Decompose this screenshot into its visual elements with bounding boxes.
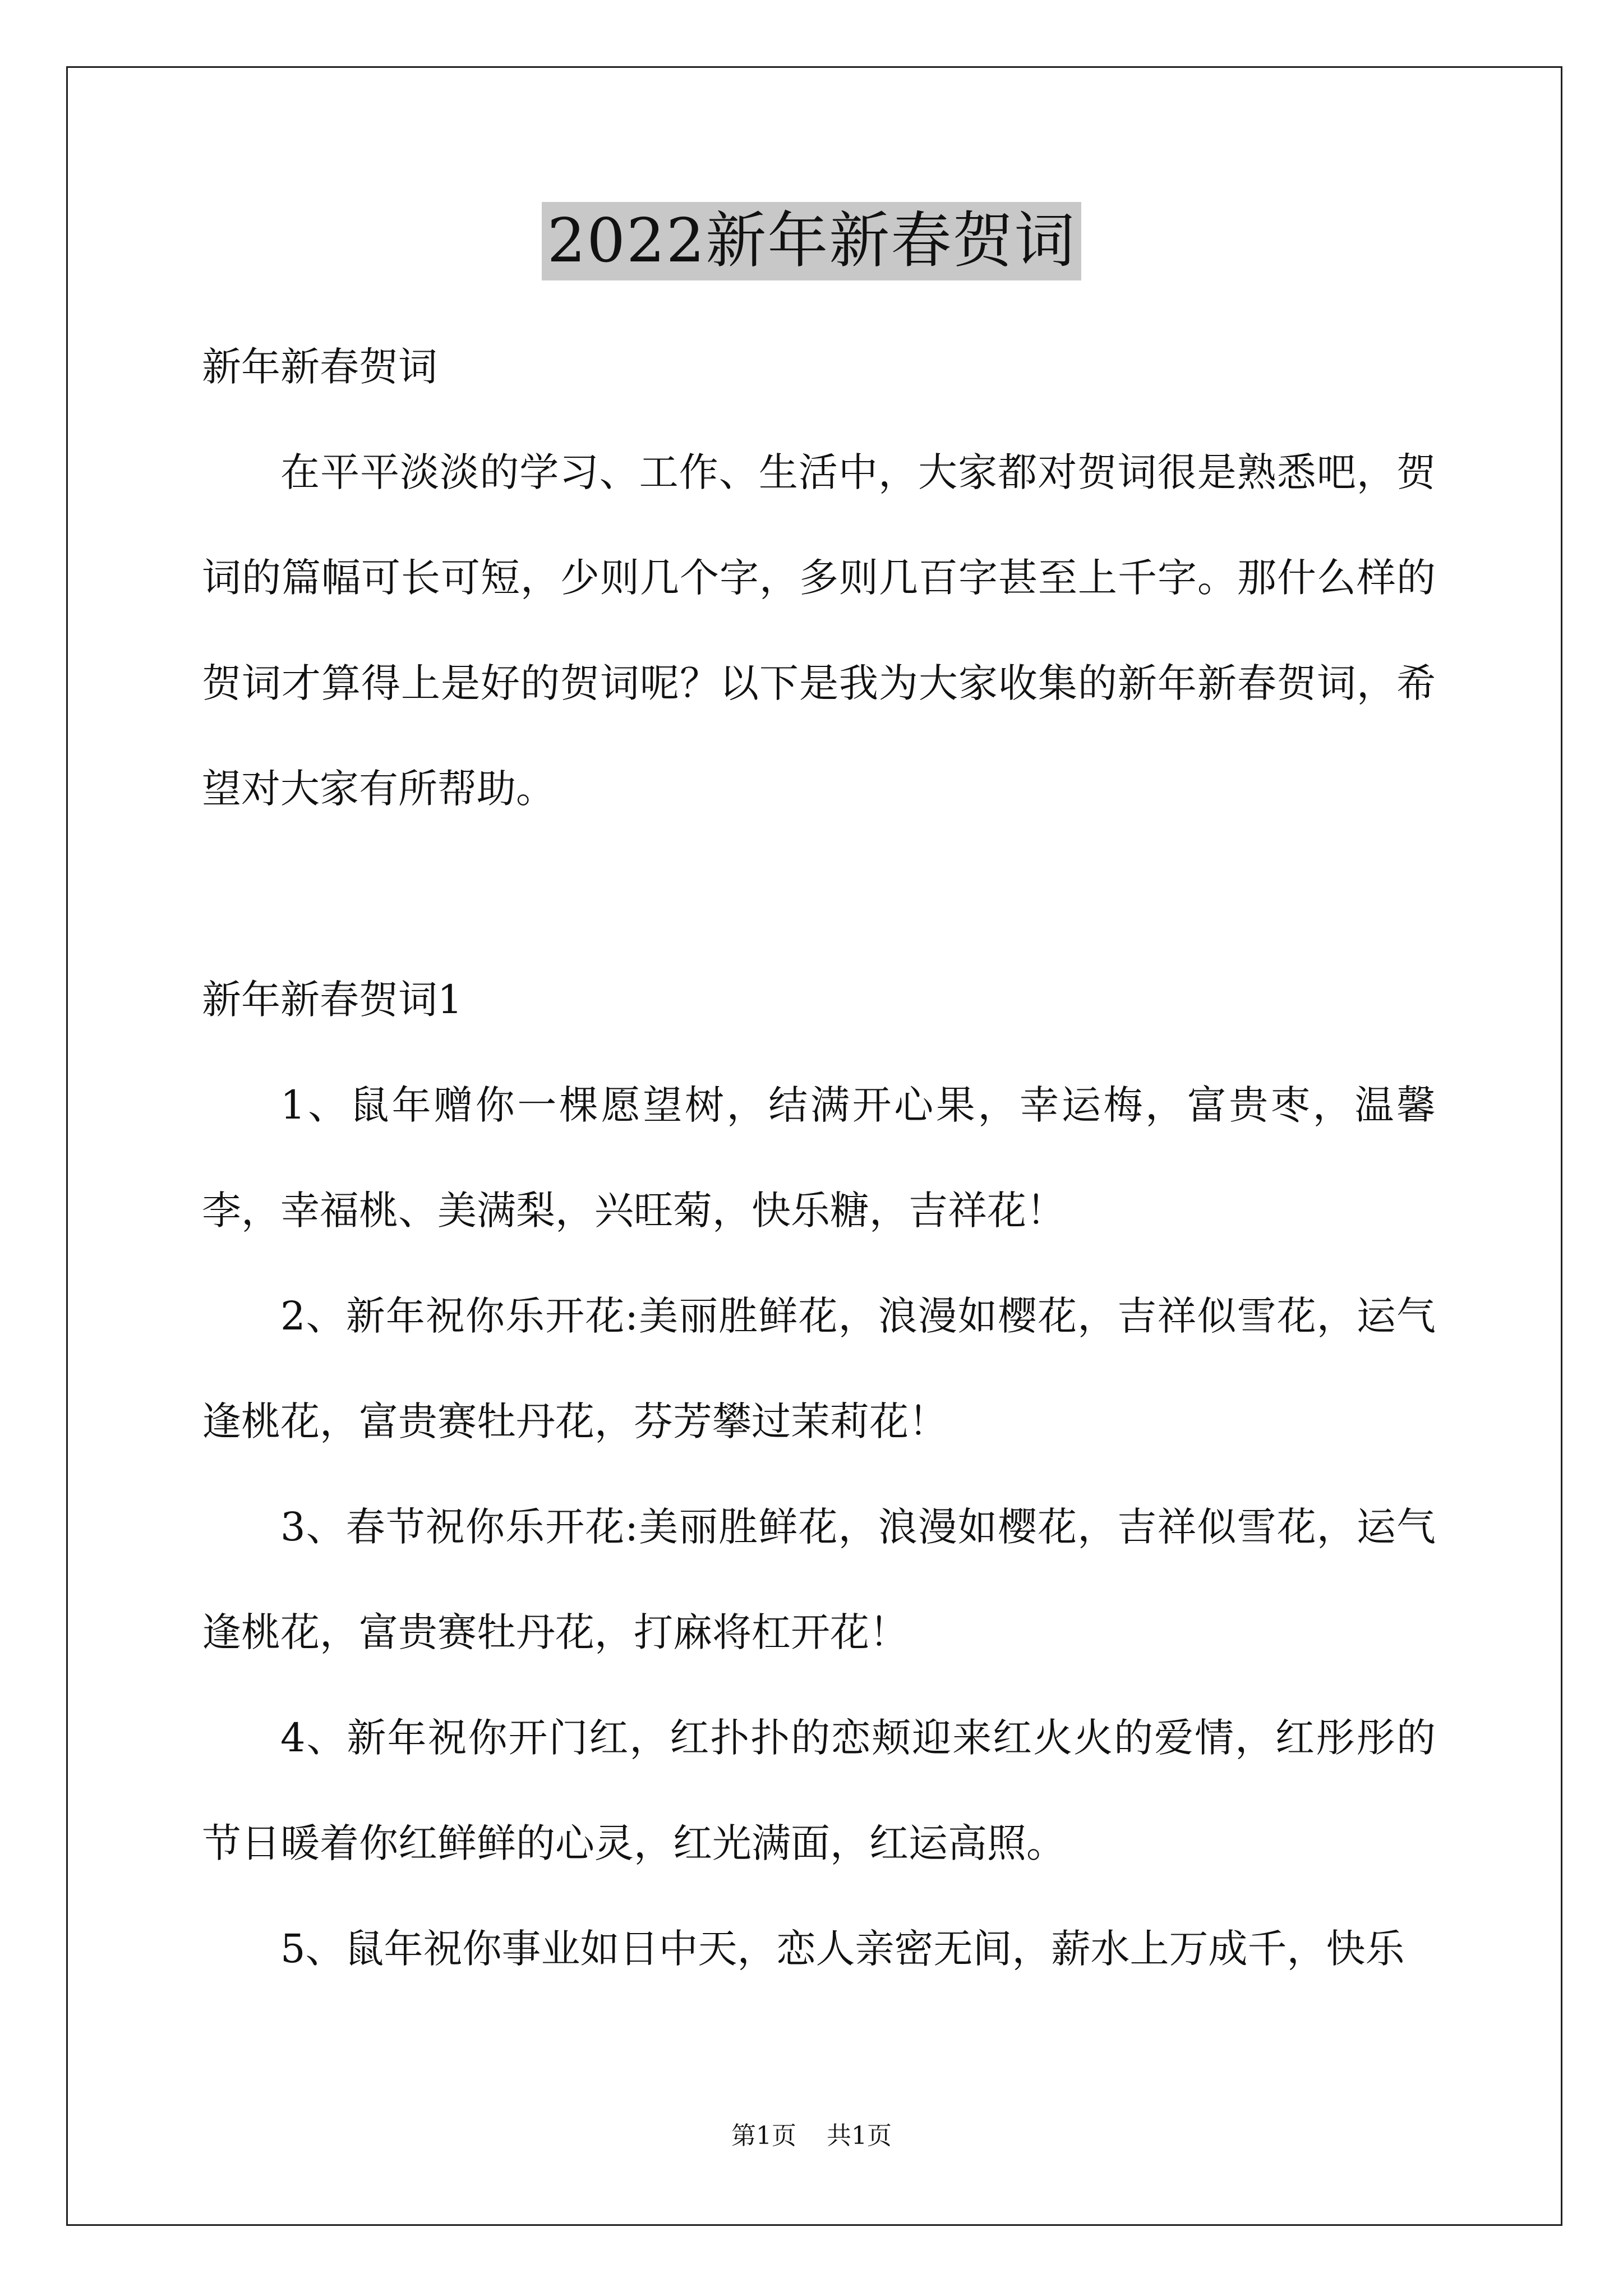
page-total: 共1页 — [827, 2122, 892, 2150]
page-number: 第1页 — [731, 2122, 796, 2150]
document-body — [202, 314, 1436, 2001]
spacer — [202, 841, 1436, 947]
greeting-item-2: 2、新年祝你乐开花:美丽胜鲜花，浪漫如樱花，吉祥似雪花，运气逢桃花，富贵赛牡丹花，芬芳攀过茉莉花！ — [202, 1293, 1436, 1444]
intro-paragraph: 在平平淡淡的学习、工作、生活中，大家都对贺词很是熟悉吧，贺词的篇幅可长可短，少则几个字，多则几百字甚至上千字。那什么样的贺词才算得上是好的贺词呢？以下是我为大家收集的新年新春贺词，希望对大家有所帮助。 — [202, 449, 1436, 812]
greeting-item-4: 4、新年祝你开门红，红扑扑的恋颊迎来红火火的爱情，红彤彤的节日暖着你红鲜鲜的心灵，红光满面，红运高照。 — [202, 1715, 1436, 1866]
greeting-item-3: 3、春节祝你乐开花:美丽胜鲜花，浪漫如樱花，吉祥似雪花，运气逢桃花，富贵赛牡丹花，打麻将杠开花！ — [202, 1504, 1436, 1655]
document-title: 2022新年新春贺词 — [542, 202, 1082, 280]
page-footer — [0, 2119, 1623, 2153]
greeting-item-1: 1、鼠年赠你一棵愿望树，结满开心果，幸运梅，富贵枣，温馨李，幸福桃、美满梨，兴旺菊，快乐糖，吉祥花！ — [202, 1082, 1436, 1234]
heading: 新年新春贺词 — [202, 344, 437, 390]
section-heading: 新年新春贺词1 — [202, 977, 463, 1023]
title-wrap — [0, 202, 1623, 280]
greeting-item-5: 5、鼠年祝你事业如日中天，恋人亲密无间，薪水上万成千，快乐 — [280, 1926, 1405, 1972]
